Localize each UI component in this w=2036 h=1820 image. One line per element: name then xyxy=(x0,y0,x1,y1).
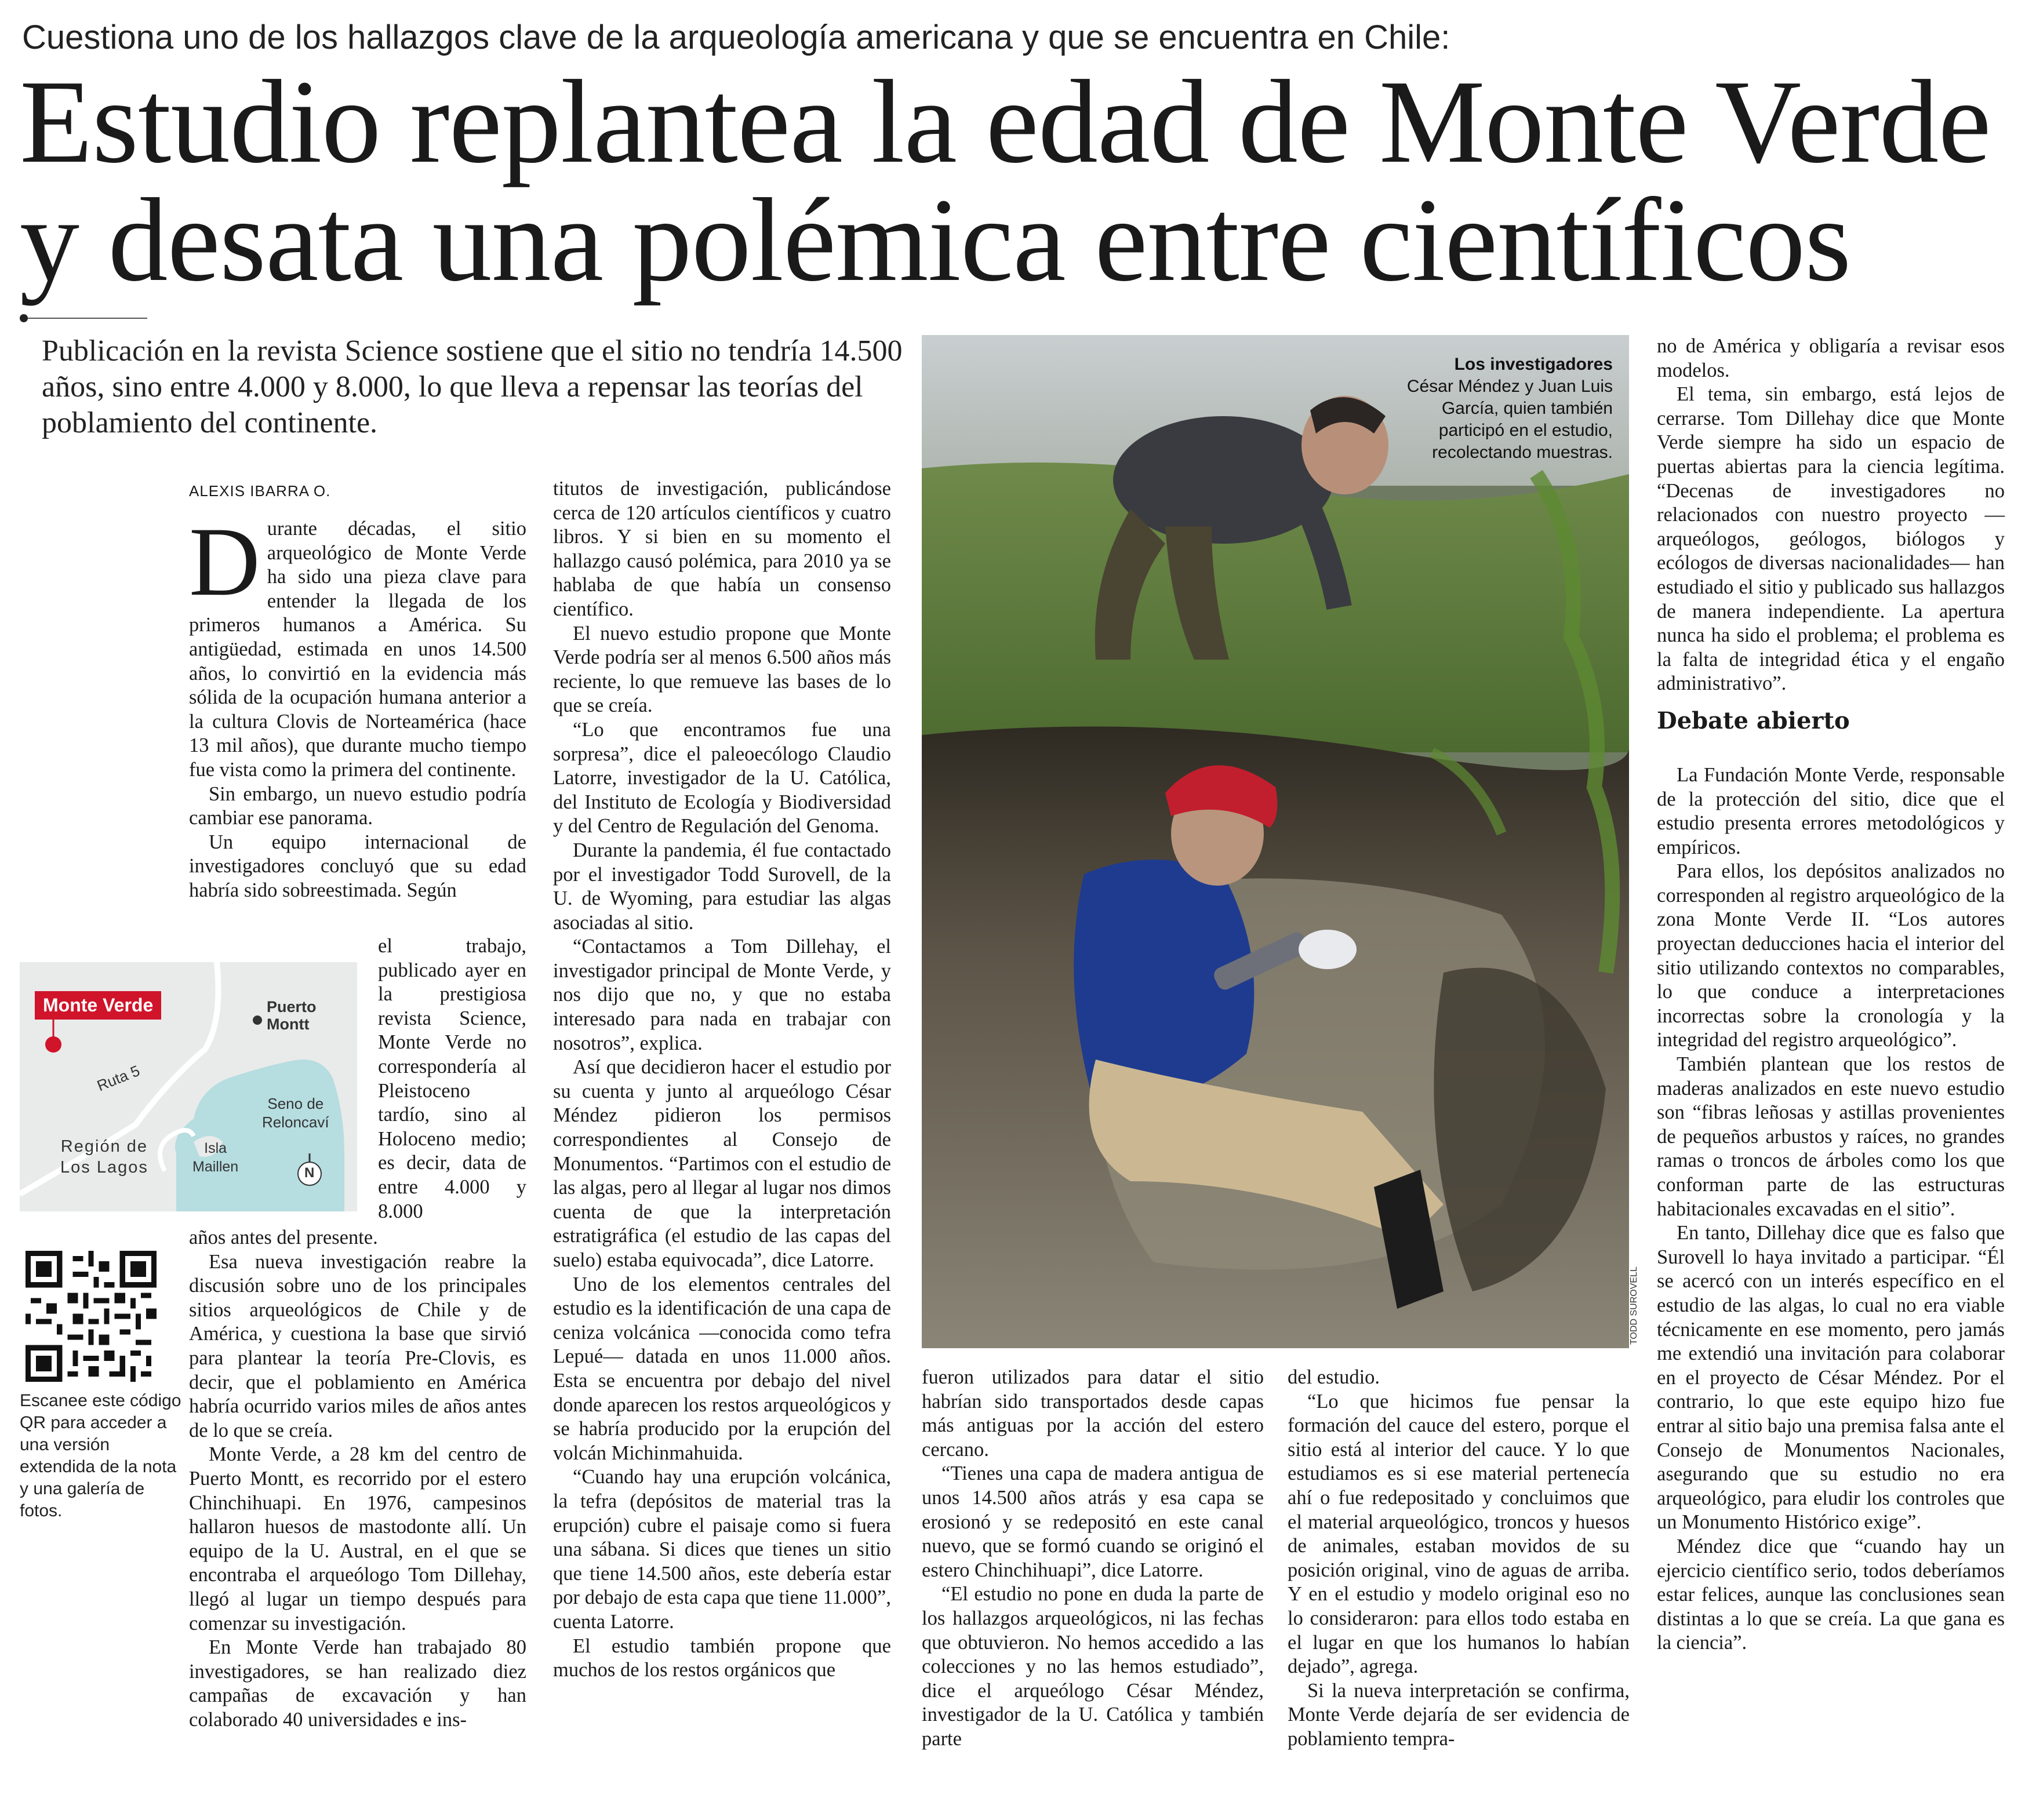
col1-p3b: el trabajo, publicado ayer en la prestigiosa revista Science, Monte Verde no correspondería al Pleistoceno tardío, sino al Holoceno medio; es decir, data de entre 4.000 y 8.000 xyxy=(378,935,526,1222)
col1-p1: urante décadas, el sitio arqueológico de Monte Verde ha sido una pieza clave para entender la llegada de los primeros humanos a América. Su antigüedad, estimada en unos 14.500 años, lo convirtió en la evidencia más sólida de la ocupación humana anterior a la cultura Clovis de Norteamérica (hace 13 mil años), que durante mucho tiempo fue vista como la primera del continente. xyxy=(189,518,526,781)
column-4 xyxy=(1288,1366,1630,1752)
col5-p4: Para ellos, los depósitos analizados no corresponden al registro arqueológico de la zona Monte Verde II. “Los autores proyectan deducciones hacia el interior del sitio utilizando contextos no comparables, lo que conduce a interpretaciones incorrectas sobre la cronología y la integridad del registro arqueológico”. xyxy=(1657,860,2005,1051)
qr-code[interactable] xyxy=(26,1251,157,1382)
map-label-sound-2: Reloncaví xyxy=(262,1113,329,1131)
col1-p5: Monte Verde, a 28 km del centro de Puerto Montt, es recorrido por el estero Chinchihuapi. En 1976, campesinos hallaron huesos de mastodonte allí. Un equipo de la U. Austral, en el que se encontraba el arqueólogo Tom Dillehay, llegó al lugar un tiempo después para comenzar su investigación. xyxy=(189,1443,526,1635)
col2-p4: Durante la pandemia, él fue contactado por el investigador Todd Surovell, de la U. de Wyoming, para estudiar las algas asociadas al sitio. xyxy=(553,839,891,934)
map-label-sound-1: Seno de xyxy=(267,1095,324,1112)
col2-p7: Uno de los elementos centrales del estudio es la identificación de una capa de ceniza volcánica —conocida como tefra Lepué— datada en unos 11.000 años. Esta se encuentra por debajo del nivel donde aparecen los restos arqueológicos y se habría producido por la erupción del volcán Michinmahuida. xyxy=(553,1273,891,1464)
caption-text: César Méndez y Juan Luis García, quien también participó en el estudio, recolectando muestras. xyxy=(1406,377,1613,462)
col2-p8: “Cuando hay una erupción volcánica, la tefra (depósitos de material tras la erupción) cubre el paisaje como si fuera una sábana. Si dices que tienes un sitio que tiene 14.500 años, este debería estar por debajo de esta capa que tiene 11.000”, cuenta Latorre. xyxy=(553,1466,891,1633)
col5-p1: no de América y obligaría a revisar esos modelos. xyxy=(1657,335,2005,381)
photo-caption xyxy=(1381,354,1613,464)
map-label-city-1: Puerto xyxy=(267,998,317,1015)
caption-title: Los investigadores xyxy=(1454,355,1613,374)
col2-p1: titutos de investigación, publicándose cerca de 120 artículos científicos y cuatro libros. Y si bien en su momento el hallazgo causó polémica, para 2010 ya se hablaba de que había un consenso científico. xyxy=(553,478,891,620)
map-label-region-2: Los Lagos xyxy=(60,1158,148,1177)
column-2 xyxy=(553,477,891,1683)
map-label-island xyxy=(192,1139,238,1176)
map-label-island-2: Maillen xyxy=(192,1159,239,1175)
map-city-marker xyxy=(253,1015,262,1025)
map-label-city xyxy=(267,998,317,1033)
col4-p2: “Lo que hicimos fue pensar la formación del cauce del estero, porque el sitio está al interior del cauce. Y lo que estudiamos es si ese material pertenecía ahí o fue redepositado y concluimos que el material arqueológico, troncos y huesos de animales, estaban movidos de su posición original, vino de aguas de arriba. Y en el estudio y modelo original eso no lo consideraron: para ellos todo estaba en el lugar en que los humanos lo habían dejado”, agrega. xyxy=(1288,1390,1630,1678)
col5-p5: También plantean que los restos de maderas analizados en este nuevo estudio son “fibras leñosas y astillas provenientes de pequeños arbustos y raíces, no grandes ramas o troncos de árboles como los que conforman parte de las estructuras habitacionales excavadas en el sitio”. xyxy=(1657,1053,2005,1220)
col4-p1: del estudio. xyxy=(1288,1366,1380,1388)
map-label-road: Ruta 5 xyxy=(94,1061,143,1095)
col2-p9: El estudio también propone que muchos de los restos orgánicos que xyxy=(553,1635,891,1681)
map-label-city-2: Montt xyxy=(267,1015,310,1033)
column-1-beside-map xyxy=(378,934,526,1224)
map-label-sound xyxy=(262,1094,329,1131)
subhead: Publicación en la revista Science sostiene que el sitio no tendría 14.500 años, sino entre 4.000 y 8.000, lo que lleva a repensar las teorías del poblamiento del continente. xyxy=(42,334,903,439)
col5-p2: El tema, sin embargo, está lejos de cerrarse. Tom Dillehay dice que Monte Verde siempre ha sido un espacio de puertas abiertas para la ciencia legítima. “Decenas de investigadores no relacionados con nuestro proyecto —arqueólogos, geólogos, biólogos y ecólogos de diversas nacionalidades— han estudiado el sitio y publicado sus hallazgos de manera independiente. La apertura nunca ha sido el problema; el problema es la falta de integridad ética y el engaño administrativo”. xyxy=(1657,383,2005,695)
col2-p2: El nuevo estudio propone que Monte Verde podría ser al menos 6.500 años más reciente, lo que remueve las bases de lo que se creía. xyxy=(553,622,891,717)
map-label-island-1: Isla xyxy=(204,1140,227,1156)
col2-p5: “Contactamos a Tom Dillehay, el investigador principal de Monte Verde, y nos dijo que no, y que no estaba interesado para nada en trabajar con nosotros”, explica. xyxy=(553,936,891,1054)
col1-p3c: años antes del presente. xyxy=(189,1226,378,1248)
col5-p7: Méndez dice que “cuando hay un ejercicio científico serio, todos deberíamos estar felices, aunque las conclusiones sean distintas a lo que se creía. La que gana es la ciencia”. xyxy=(1657,1535,2005,1654)
map-label-region-1: Región de xyxy=(60,1137,148,1156)
dropcap: D xyxy=(189,507,260,616)
map-sea xyxy=(175,1060,344,1211)
qr-instructions: Escanee este código QR para acceder a una versión extendida de la nota y una galería de fotos. xyxy=(20,1391,181,1520)
col1-p4: Esa nueva investigación reabre la discusión sobre uno de los principales sitios arqueológicos de Chile y de América, y cuestiona la base que sirvió para plantear la teoría Pre-Clovis, es decir, que el poblamiento en América habría ocurrido varios miles de años antes de lo que se creía. xyxy=(189,1250,526,1442)
divider xyxy=(20,314,147,322)
col2-p3: “Lo que encontramos fue una sorpresa”, dice el paleoecólogo Claudio Latorre, investigador de la U. Católica, del Instituto de Ecología y Biodiversidad y del Centro de Regulación del Genoma. xyxy=(553,718,891,838)
headline-line-2: y desata una polémica entre científicos xyxy=(20,173,1851,306)
column-3 xyxy=(922,1366,1264,1752)
col1-p3: Un equipo internacional de investigadores concluyó que su edad habría sido sobreestimada. Según xyxy=(189,831,526,901)
col5-p3: La Fundación Monte Verde, responsable de la protección del sitio, dice que el estudio presenta errores metodológicos y empíricos. xyxy=(1657,763,2005,858)
byline: ALEXIS IBARRA O. xyxy=(189,482,331,500)
column-5 xyxy=(1657,334,2005,1655)
col1-p6: En Monte Verde han trabajado 80 investigadores, se han realizado diez campañas de excavación y han colaborado 40 universidades e ins- xyxy=(189,1636,526,1731)
kicker: Cuestiona uno de los hallazgos clave de la arqueología americana y que se encuentra en Chile: xyxy=(22,19,1450,56)
map-label-site: Monte Verde xyxy=(35,991,161,1020)
col5-p6: En tanto, Dillehay dice que es falso que Surovell lo haya invitado a participar. “Él se acercó con un interés específico en el estudio de las algas, lo cual no era viable técnicamente en ese momento, pero jamás me extendió una invitación para colaborar en el proyecto de César Méndez. Por el contrario, lo que este equipo hizo fue entrar al sitio bajo una premisa falsa ante el Consejo de Monumentos Nacionales, asegurando que su estudio no era arqueológico, para eludir los controles que un Monumento Histórico exige”. xyxy=(1657,1222,2005,1534)
column-1-bottom xyxy=(189,1226,526,1732)
col4-p3: Si la nueva interpretación se confirma, Monte Verde dejaría de ser evidencia de poblamiento tempra- xyxy=(1288,1679,1630,1750)
col2-p6: Así que decidieron hacer el estudio por su cuenta y junto al arqueólogo César Méndez pidieron los permisos correspondientes al Consejo de Monumentos. “Partimos con el estudio de las algas, pero al llegar al lugar nos dimos cuenta de que la interpretación estratigráfica (el estudio de las capas del suelo) estaba equivocada”, dice Latorre. xyxy=(553,1056,891,1271)
divider-dot xyxy=(20,314,28,322)
column-1-top xyxy=(189,507,526,903)
map-label-north: N xyxy=(304,1165,315,1181)
headline-line-1: Estudio replantea la edad de Monte Verde xyxy=(20,55,1991,188)
headline xyxy=(20,55,1991,306)
location-map xyxy=(20,962,357,1211)
photo-illustration xyxy=(922,335,1629,1348)
photo-researchers xyxy=(922,335,1629,1348)
map-label-region xyxy=(60,1136,148,1178)
col3-p1: fueron utilizados para datar el sitio habrían sido transportados desde capas más antiguas por la acción del estero cercano. xyxy=(922,1366,1264,1461)
col3-p3: “El estudio no pone en duda la parte de los hallazgos arqueológicos, ni las fechas que obtuvieron. No hemos accedido a las colecciones y no las hemos estudiado”, dice el arqueólogo César Méndez, investigador de la U. Católica y también parte xyxy=(922,1583,1264,1750)
divider-rule xyxy=(28,318,147,319)
col1-p2: Sin embargo, un nuevo estudio podría cambiar ese panorama. xyxy=(189,782,526,829)
photo-credit: TODD SUROVELL xyxy=(1629,1266,1639,1345)
section-subtitle: Debate abierto xyxy=(1657,707,1850,734)
col3-p2: “Tienes una capa de madera antigua de unos 14.500 años atrás y esa capa se erosionó y se redepositó en este canal nuevo, que se formó cuando se originó el estero Chinchihuapi”, dice Latorre. xyxy=(922,1462,1264,1581)
